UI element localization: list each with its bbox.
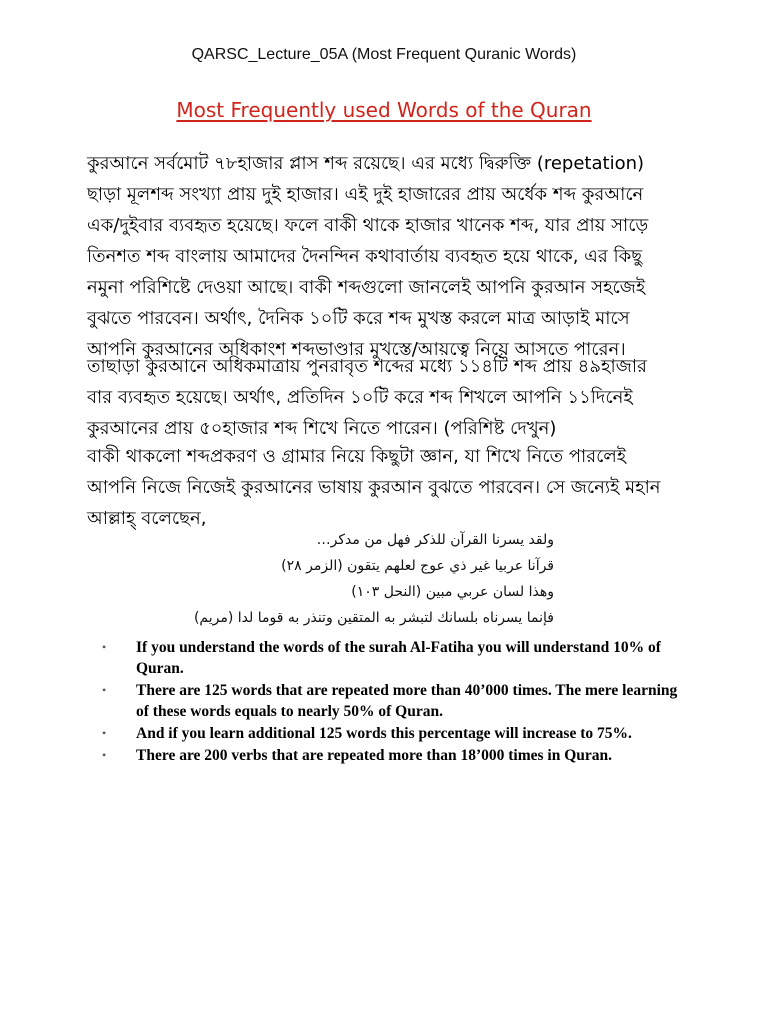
facts-bullet-list — [102, 637, 682, 767]
text-line: আল্লাহ্ বলেছেন, — [87, 508, 207, 529]
text-line: তিনশত শব্দ বাংলায় আমাদের দৈনন্দিন কথাবার্তায় ব্যবহৃত হয়ে থাকে, এর কিছু — [87, 246, 643, 267]
text-line: এক/দুইবার ব্যবহৃত হয়েছে। ফলে বাকী থাকে হাজার খানেক শব্দ, যার প্রায় সাড়ে — [87, 215, 649, 236]
text-line: ছাড়া মূলশব্দ সংখ্যা প্রায় দুই হাজার। এই দুই হাজারের প্রায় অর্ধেক শব্দ কুরআনে — [87, 184, 644, 205]
text-line: বাকী থাকলো শব্দপ্রকরণ ও গ্রামার নিয়ে কিছুটা জ্ঞান, যা শিখে নিতে পারলেই — [87, 446, 627, 467]
bengali-paragraph-1 — [87, 148, 680, 365]
arabic-verse-line: وهذا لسان عربي مبين (النحل ١٠٣) — [351, 584, 554, 600]
bullet-icon: • — [102, 640, 107, 654]
text-line: বুঝতে পারবেন। অর্থাৎ, দৈনিক ১০টি করে শব্দ মুখস্ত করলে মাত্র আড়াই মাসে — [87, 308, 630, 329]
text-line: আপনি কুরআনের অধিকাংশ শব্দভাণ্ডার মুখস্তে/আয়ত্বে নিয়ে আসতে পারেন। — [87, 339, 626, 360]
text-line: আপনি নিজে নিজেই কুরআনের ভাষায় কুরআন বুঝতে পারবেন। সে জন্যেই মহান — [87, 477, 661, 498]
text-line: বার ব্যবহৃত হয়েছে। অর্থাৎ, প্রতিদিন ১০টি করে শব্দ শিখলে আপনি ১১দিনেই — [87, 387, 633, 408]
bullet-item — [102, 637, 682, 679]
arabic-verses — [134, 527, 554, 631]
text-line: কুরআনের প্রায় ৫০হাজার শব্দ শিখে নিতে পারেন। (পরিশিষ্ট দেখুন) — [87, 418, 557, 439]
document-header: QARSC_Lecture_05A (Most Frequent Quranic Words) — [191, 46, 577, 63]
bullet-icon: • — [102, 683, 107, 697]
bullet-item — [102, 745, 682, 766]
arabic-verse-line: ولقد يسرنا القرآن للذكر فهل من مدكر… — [316, 532, 554, 548]
bullet-icon: • — [102, 748, 107, 762]
bullet-text: There are 200 verbs that are repeated more than 18’000 times in Quran. — [136, 747, 612, 764]
bengali-paragraph-3 — [87, 441, 680, 534]
bullet-item — [102, 680, 682, 722]
bengali-paragraph-2 — [87, 351, 680, 444]
document-title: Most Frequently used Words of the Quran — [176, 98, 592, 122]
text-line: তাছাড়া কুরআনে অধিকমাত্রায় পুনরাবৃত শব্দের মধ্যে ১১৪টি শব্দ প্রায় ৪৯হাজার — [87, 356, 647, 377]
arabic-verse-line: قرآنا عربيا غير ذي عوج لعلهم يتقون (الزمر ٢٨) — [281, 558, 554, 574]
text-line: নমুনা পরিশিষ্টে দেওয়া আছে। বাকী শব্দগুলো জানলেই আপনি কুরআন সহজেই — [87, 277, 646, 298]
text-line: কুরআনে সর্বমোট ৭৮হাজার প্লাস শব্দ রয়েছে। এর মধ্যে দ্বিরুক্তি (repetation) — [87, 153, 645, 174]
arabic-verse-line: فإنما يسرناه بلسانك لتبشر به المتقين وتنذر به قوما لدا (مريم) — [193, 610, 554, 626]
bullet-icon: • — [102, 726, 107, 740]
bullet-text: And if you learn additional 125 words this percentage will increase to 75%. — [136, 725, 632, 742]
bullet-text: If you understand the words of the surah Al-Fatiha you will understand 10% of Quran. — [136, 639, 661, 677]
bullet-text: There are 125 words that are repeated more than 40’000 times. The mere learning of these words equals to nearly 50% of Quran. — [136, 682, 678, 720]
bullet-item — [102, 723, 682, 744]
